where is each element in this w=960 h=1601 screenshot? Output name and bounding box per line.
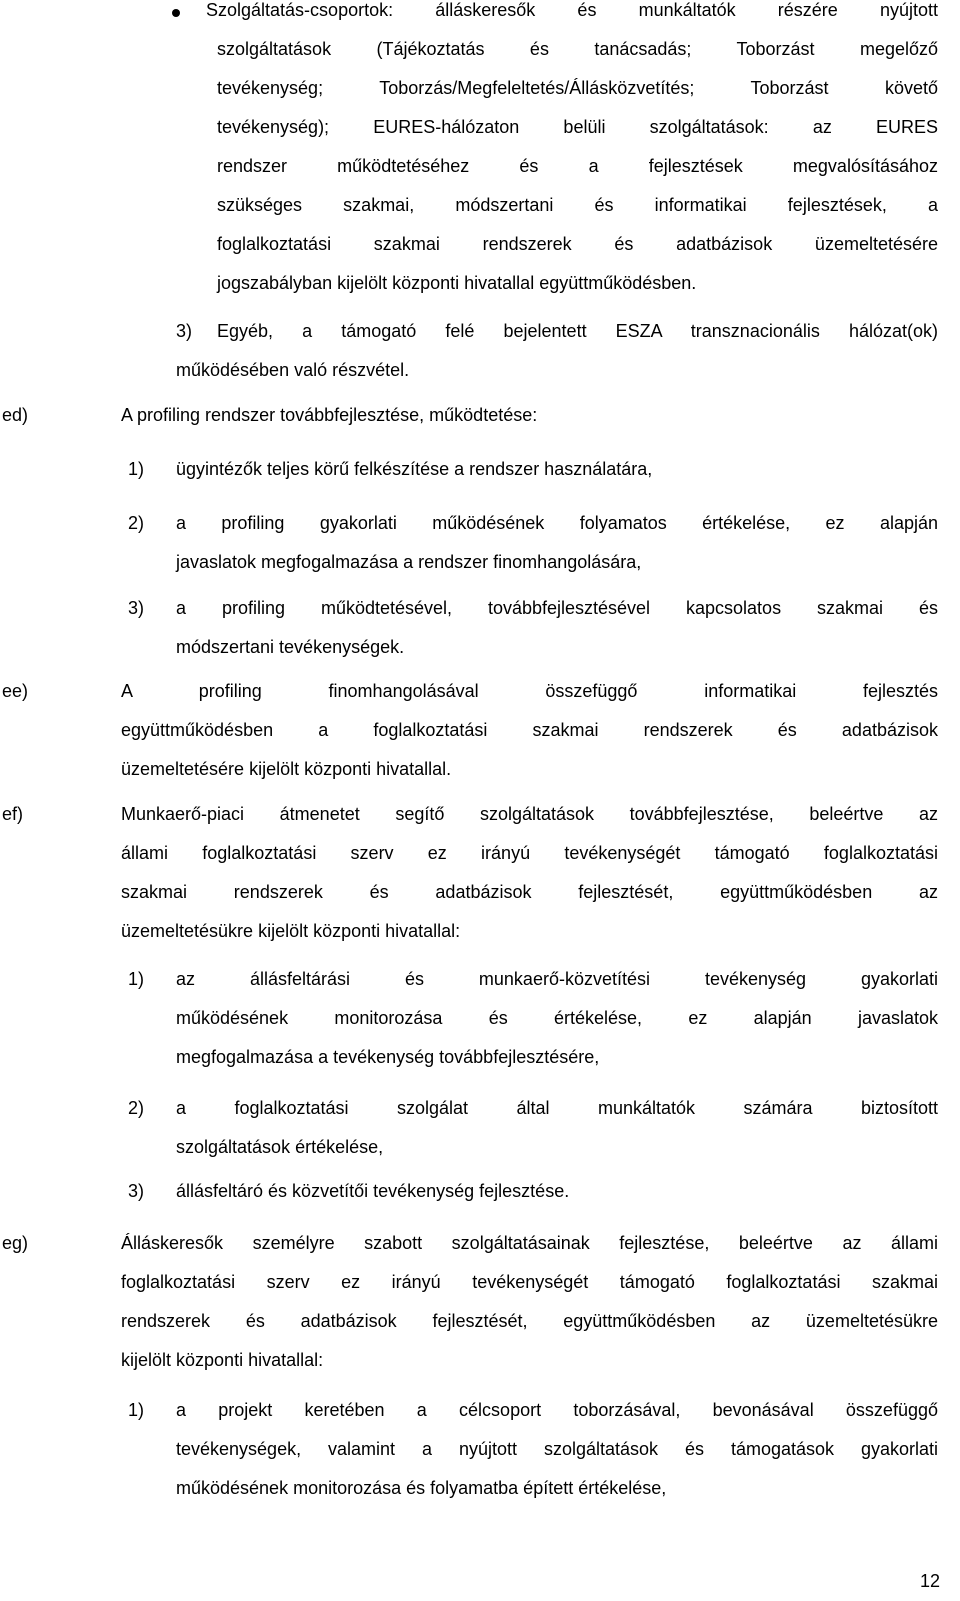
text-line: A profiling finomhangolásával összefüggő informatikai fejlesztés	[121, 681, 938, 701]
text-line: jogszabályban kijelölt központi hivatallal együttműködésben.	[217, 273, 697, 293]
text-line: Szolgáltatás-csoportok: álláskeresők és munkáltatók részére nyújtott	[206, 0, 938, 20]
text-line: tevékenység; Toborzás/Megfeleltetés/Állásközvetítés; Toborzást követő	[217, 78, 938, 98]
text-line: megfogalmazása a tevékenység továbbfejlesztésére,	[176, 1047, 600, 1067]
bullet-icon	[172, 9, 180, 17]
section-label: eg)	[2, 1233, 29, 1253]
text-line: működésének monitorozása és értékelése, ez alapján javaslatok	[176, 1008, 938, 1028]
text-line: szükséges szakmai, módszertani és informatikai fejlesztések, a	[217, 195, 938, 215]
item-number: 2)	[128, 513, 145, 533]
text-line: a profiling gyakorlati működésének folyamatos értékelése, ez alapján	[176, 513, 938, 533]
text-line: rendszerek és adatbázisok fejlesztését, együttműködésben az üzemeltetésükre	[121, 1311, 938, 1331]
text-line: a profiling működtetésével, továbbfejlesztésével kapcsolatos szakmai és	[176, 598, 938, 618]
text-line: kijelölt központi hivatallal:	[121, 1350, 324, 1370]
section-ee	[0, 672, 960, 792]
text-line: üzemeltetésére kijelölt központi hivatallal.	[121, 759, 452, 779]
text-line: szolgáltatások értékelése,	[176, 1137, 384, 1157]
text-line: állásfeltáró és közvetítői tevékenység fejlesztése.	[176, 1181, 570, 1201]
text-line: javaslatok megfogalmazása a rendszer finomhangolására,	[176, 552, 642, 572]
item-number: 2)	[128, 1098, 145, 1118]
section-text: A profiling rendszer továbbfejlesztése, működtetése:	[121, 405, 538, 425]
section-label: ed)	[2, 405, 29, 425]
text-line: működésének monitorozása és folyamatba épített értékelése,	[176, 1478, 667, 1498]
bullet-paragraph	[0, 0, 960, 301]
text-line: szakmai rendszerek és adatbázisok fejlesztését, együttműködésben az	[121, 882, 938, 902]
text-line: a foglalkoztatási szolgálat által munkáltatók számára biztosított	[176, 1098, 938, 1118]
text-line: szolgáltatások (Tájékoztatás és tanácsadás; Toborzást megelőző	[217, 39, 938, 59]
text-line: működésében való részvétel.	[176, 360, 410, 380]
text-line: tevékenység); EURES-hálózaton belüli szolgáltatások: az EURES	[217, 117, 938, 137]
item-number: 1)	[128, 1400, 145, 1420]
text-line: rendszer működtetéséhez és a fejlesztések megvalósításához	[217, 156, 938, 176]
item-number: 3)	[128, 598, 145, 618]
text-line: Egyéb, a támogató felé bejelentett ESZA transznacionális hálózat(ok)	[217, 321, 938, 341]
text-line: állami foglalkoztatási szerv ez irányú tevékenységét támogató foglalkoztatási	[121, 843, 938, 863]
text-line: foglalkoztatási szerv ez irányú tevékenységét támogató foglalkoztatási szakmai	[121, 1272, 938, 1292]
item-number: 1)	[128, 969, 145, 989]
text-line: módszertani tevékenységek.	[176, 637, 405, 657]
text-line: az állásfeltárási és munkaerő-közvetítési tevékenység gyakorlati	[176, 969, 938, 989]
page-number: 12	[919, 1571, 940, 1591]
section-ed	[0, 396, 960, 696]
section-eg	[0, 1224, 960, 1514]
section-label: ee)	[2, 681, 29, 701]
text-line: foglalkoztatási szakmai rendszerek és adatbázisok üzemeltetésére	[217, 234, 938, 254]
text-line: a projekt keretében a célcsoport toborzásával, bevonásával összefüggő	[176, 1400, 938, 1420]
text-line: ügyintézők teljes körű felkészítése a rendszer használatára,	[176, 459, 653, 479]
text-line: együttműködésben a foglalkoztatási szakmai rendszerek és adatbázisok	[121, 720, 938, 740]
text-line: Álláskeresők személyre szabott szolgáltatásainak fejlesztése, beleértve az állami	[121, 1233, 938, 1253]
text-line: tevékenységek, valamint a nyújtott szolgáltatások és támogatások gyakorlati	[176, 1439, 938, 1459]
item-number: 3)	[176, 321, 193, 341]
item-number: 3)	[128, 1181, 145, 1201]
section-ef	[0, 795, 960, 1205]
section-label: ef)	[2, 804, 24, 824]
text-line: üzemeltetésükre kijelölt központi hivatallal:	[121, 921, 461, 941]
text-line: Munkaerő-piaci átmenetet segítő szolgáltatások továbbfejlesztése, beleértve az	[121, 804, 938, 824]
item-number: 1)	[128, 459, 145, 479]
list-item	[0, 312, 960, 392]
